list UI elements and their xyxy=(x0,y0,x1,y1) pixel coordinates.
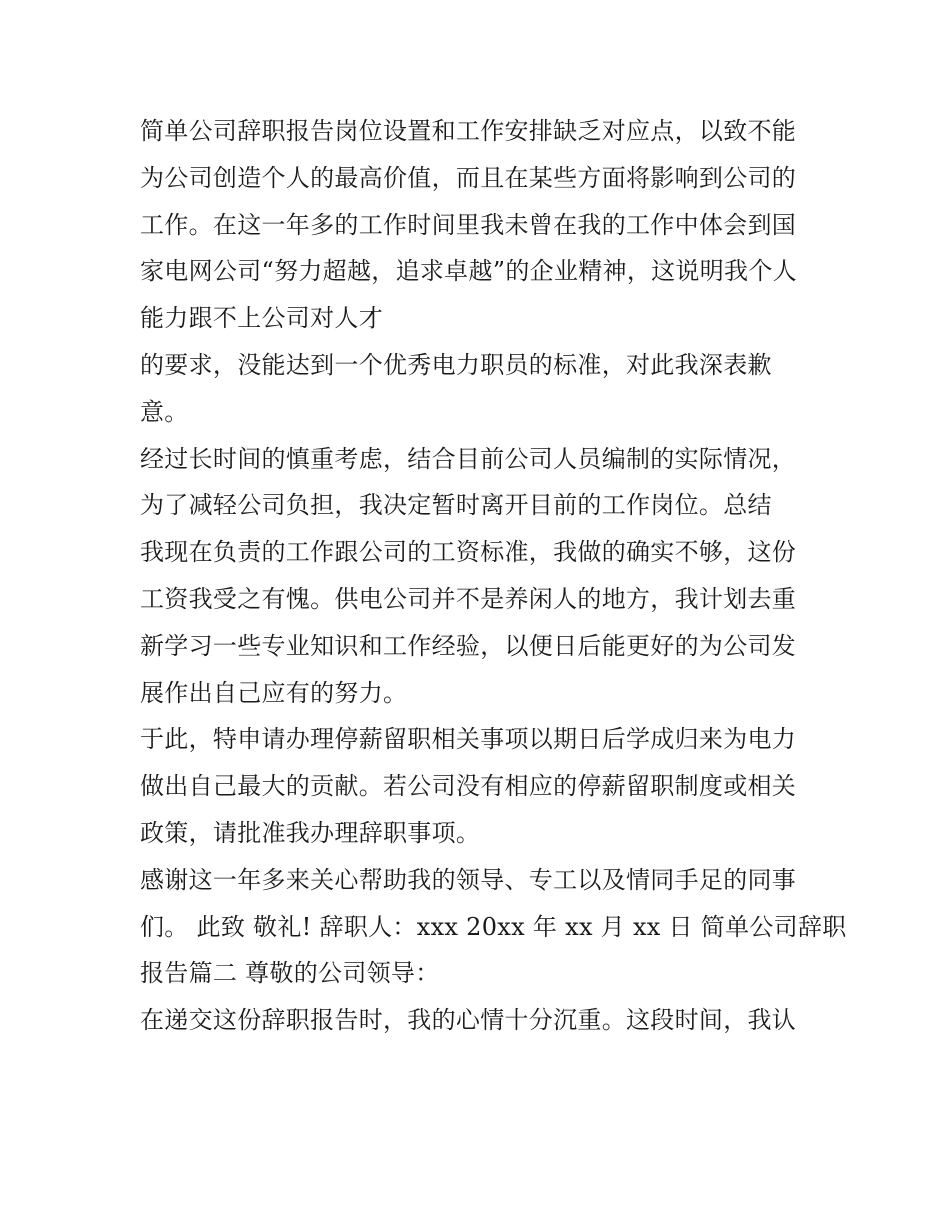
text-line: 简单公司辞职报告岗位设置和工作安排缺乏对应点，以致不能 xyxy=(140,117,797,145)
text-line: 于此，特申请办理停薪留职相关事项以期日后学成归来为电力 xyxy=(140,725,797,754)
text-line: 工作。在这一年多的工作时间里我未曾在我的工作中体会到国 xyxy=(140,210,797,239)
text-line: 新学习一些专业知识和工作经验，以便日后能更好的为公司发 xyxy=(140,631,797,660)
text-line: 意。 xyxy=(140,397,189,426)
text-line: 我现在负责的工作跟公司的工资标准，我做的确实不够，这份 xyxy=(140,538,797,567)
text-line: 感谢这一年多来关心帮助我的领导、专工以及情同手足的同事 xyxy=(140,865,797,894)
text-line: 家电网公司“努力超越，追求卓越”的企业精神，这说明我个人 xyxy=(140,257,797,286)
text-line: 经过长时间的慎重考虑，结合目前公司人员编制的实际情况， xyxy=(140,444,797,473)
text-line: 报告篇二 尊敬的公司领导： xyxy=(140,959,440,988)
text-line: 为公司创造个人的最高价值，而且在某些方面将影响到公司的 xyxy=(140,163,797,192)
text-line: 政策，请批准我办理辞职事项。 xyxy=(140,818,481,847)
text-line: 工资我受之有愧。供电公司并不是养闲人的地方，我计划去重 xyxy=(140,584,797,613)
text-line: 做出自己最大的贡献。若公司没有相应的停薪留职制度或相关 xyxy=(140,772,797,801)
text-line: 们。 此致 敬礼! 辞职人：xxx 20xx 年 xx 月 xx 日 简单公司辞职 xyxy=(140,912,847,941)
document-body xyxy=(140,108,847,1044)
text-line: 展作出自己应有的努力。 xyxy=(140,678,408,707)
text-line: 在递交这份辞职报告时，我的心情十分沉重。这段时间，我认 xyxy=(140,1006,797,1035)
text-line: 能力跟不上公司对人才 xyxy=(140,304,383,333)
text-line: 的要求，没能达到一个优秀电力职员的标准，对此我深表歉 xyxy=(140,350,772,379)
text-line: 为了减轻公司负担，我决定暂时离开目前的工作岗位。总结 xyxy=(140,491,772,520)
